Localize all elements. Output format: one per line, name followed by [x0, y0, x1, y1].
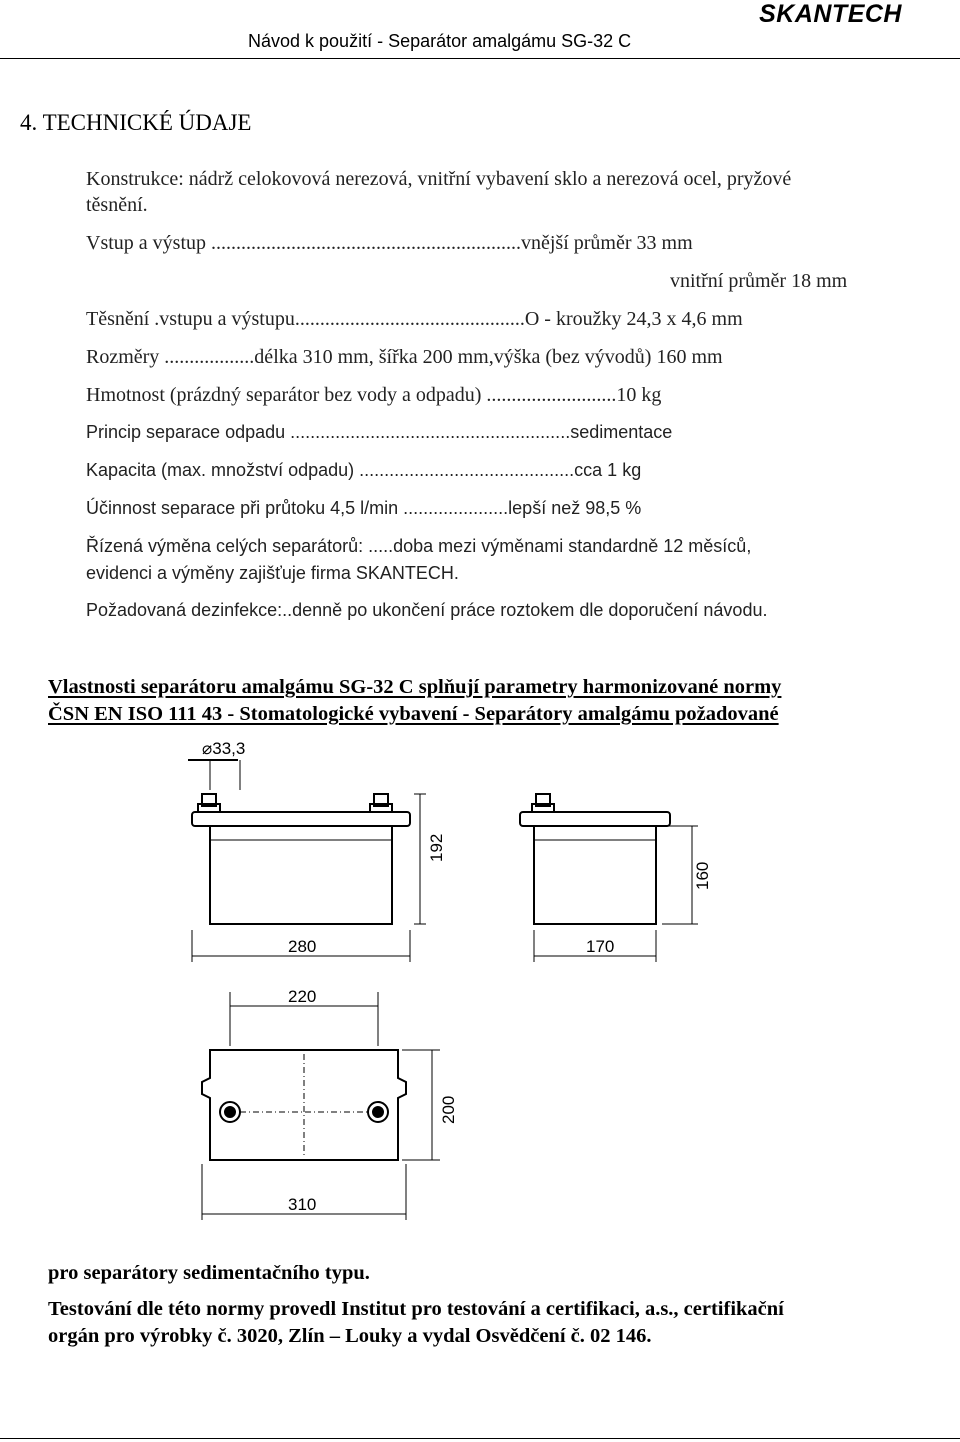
dim-label-port-spacing: 220 [288, 987, 317, 1006]
header-rule [0, 58, 960, 59]
dim-label-width-side: 170 [586, 937, 615, 956]
front-body [210, 826, 392, 924]
brand-logo: SKANTECH [759, 0, 902, 28]
norm-statement-line2: ČSN EN ISO 111 43 - Stomatologické vybavení - Separátory amalgámu požadované [48, 703, 779, 725]
spec-ucinnost: Účinnost separace při průtoku 4,5 l/min .....................lepší než 98,5 % [86, 498, 642, 518]
dim-label-height-body: 160 [693, 861, 712, 890]
spec-princip: Princip separace odpadu ........................................................sedimentace [86, 422, 673, 442]
test-statement-line1: Testování dle této normy provedl Institut pro testování a certifikaci, a.s., certifikační [48, 1298, 784, 1320]
spec-tesneni: Těsnění .vstupu a výstupu..............................................O - kroužky 24,3 x 4,6 mm [86, 308, 743, 330]
document-subtitle: Návod k použití - Separátor amalgámu SG-32 C [248, 31, 632, 51]
top-view [202, 992, 440, 1220]
spec-konstrukce: Konstrukce: nádrž celokovová nerezová, vnitřní vybavení sklo a nerezová ocel, pryžové [86, 168, 792, 190]
dim-label-length-top: 310 [288, 1195, 317, 1214]
spec-kapacita: Kapacita (max. množství odpadu) ...........................................cca 1 kg [86, 460, 642, 480]
side-lid [520, 812, 670, 826]
front-lid [192, 812, 410, 826]
spec-dezinfekce: Požadovaná dezinfekce:..denně po ukončení práce roztokem dle doporučení návodu. [86, 600, 768, 620]
spec-rizena-vymena-cont: evidenci a výměny zajišťuje firma SKANTECH. [86, 563, 459, 583]
spec-konstrukce-cont: těsnění. [86, 194, 148, 216]
footer-rule [0, 1438, 960, 1439]
spec-vstup: Vstup a výstup ..............................................................vnější průměr 33 mm [86, 232, 693, 254]
spec-hmotnost: Hmotnost (prázdný separátor bez vody a odpadu) ..........................10 kg [86, 384, 662, 406]
dim-label-height-total: 192 [427, 833, 446, 862]
section-title: 4. TECHNICKÉ ÚDAJE [20, 110, 252, 135]
test-statement-line2: orgán pro výrobky č. 3020, Zlín – Louky a vydal Osvědčení č. 02 146. [48, 1325, 652, 1347]
dim-label-width-top: 200 [439, 1095, 458, 1124]
norm-statement-line1: Vlastnosti separátoru amalgámu SG-32 C splňují parametry harmonizované normy [48, 676, 782, 698]
technical-drawing [150, 730, 730, 1230]
spec-vstup-inner: vnitřní průměr 18 mm [670, 270, 848, 292]
spec-rizena-vymena: Řízená výměna celých separátorů: .....doba mezi výměnami standardně 12 měsíců, [86, 536, 752, 556]
side-body [534, 826, 656, 924]
spec-rozmery: Rozměry ..................délka 310 mm, šířka 200 mm,výška (bez vývodů) 160 mm [86, 346, 723, 368]
top-body-outline [202, 1050, 406, 1160]
dim-label-length-front: 280 [288, 937, 317, 956]
norm-statement-line3: pro separátory sedimentačního typu. [48, 1262, 370, 1284]
dim-label-diameter: ⌀33,3 [202, 739, 246, 758]
